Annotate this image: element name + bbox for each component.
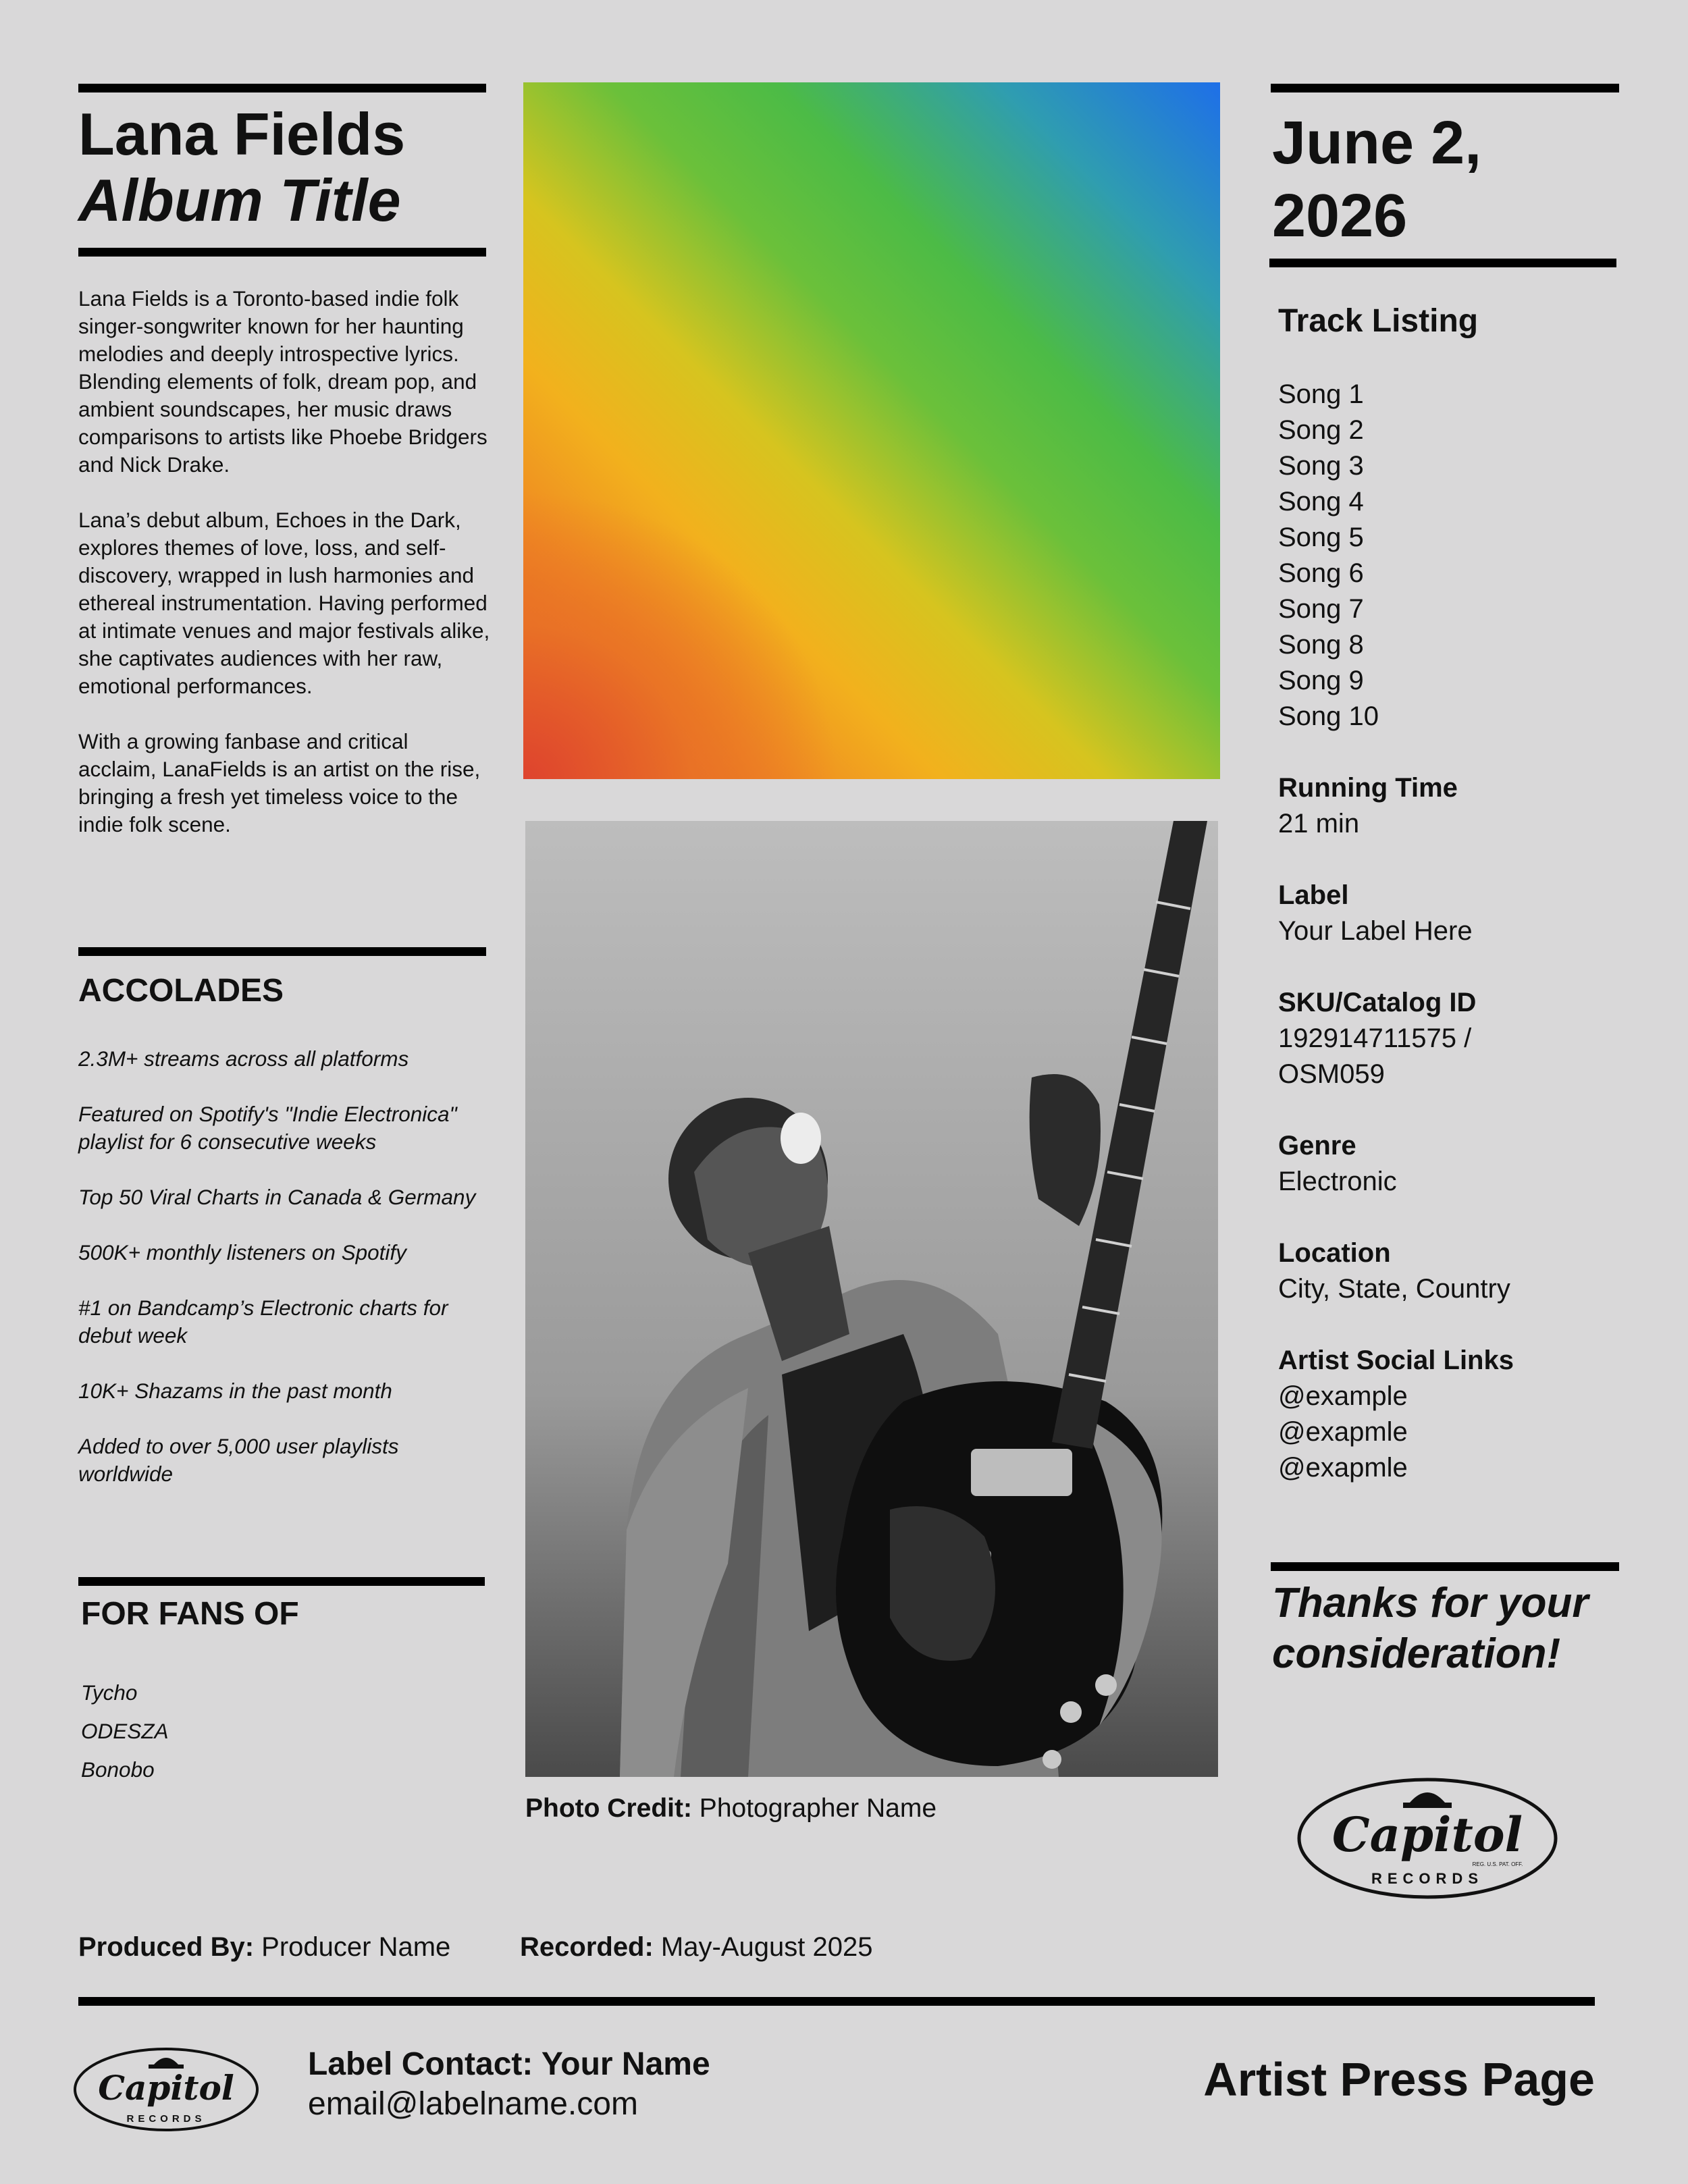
social-links-label: Artist Social Links <box>1278 1346 1514 1375</box>
date-bottom-rule <box>1269 259 1616 267</box>
location-label: Location <box>1278 1238 1391 1268</box>
logo-tiny-text: REG. U.S. PAT. OFF. <box>1472 1861 1523 1867</box>
track-listing-heading: Track Listing <box>1278 303 1479 339</box>
track-item: Song 7 <box>1278 594 1364 624</box>
accolade-item: Top 50 Viral Charts in Canada & Germany <box>78 1185 476 1209</box>
bio-paragraph: Lana Fields is a Toronto-based indie folk singer-songwriter known for her haunting melodies and deeply introspective lyrics. Blending elements of folk, dream pop, and ambient soundscapes, her music draws comparisons to artists like Phoebe Bridgers and Nick Drake. <box>78 286 487 477</box>
thanks-rule <box>1271 1562 1619 1571</box>
fan-artist: ODESZA <box>81 1719 169 1743</box>
footer-capitol-logo <box>72 2046 261 2133</box>
social-link[interactable]: @exapmle <box>1278 1453 1408 1483</box>
accolade-item: Added to over 5,000 user playlists worldwide <box>78 1434 399 1486</box>
produced-by-label: Produced By: <box>78 1932 255 1962</box>
guitarist-illustration <box>525 821 1218 1777</box>
recorded <box>520 1931 872 1963</box>
track-item: Song 4 <box>1278 487 1364 516</box>
accolades-list <box>78 1045 497 1516</box>
label-contact-email[interactable]: email@labelname.com <box>308 2086 638 2122</box>
track-item: Song 2 <box>1278 415 1364 445</box>
sku-value-line1: 192914711575 / <box>1278 1023 1472 1053</box>
bio-paragraph: Lana’s debut album, Echoes in the Dark, explores themes of love, loss, and self-discovery, wrapped in lush harmonies and ethereal instrumentation. Having performed at intimate venues and major festivals alike, she captivates audiences with her raw, emotional performances. <box>78 508 490 698</box>
track-item: Song 9 <box>1278 666 1364 695</box>
date-top-rule <box>1271 84 1619 92</box>
bio-paragraph: With a growing fanbase and critical acclaim, LanaFields is an artist on the rise, bringing a fresh yet timeless voice to the indie folk scene. <box>78 729 481 836</box>
album-cover-gradient <box>523 82 1220 779</box>
album-title: Album Title <box>78 167 401 234</box>
track-item: Song 10 <box>1278 701 1379 731</box>
press-page-title: Artist Press Page <box>1203 2053 1595 2106</box>
release-date: June 2, 2026 <box>1272 109 1482 250</box>
track-list <box>1278 377 1616 735</box>
artist-bio <box>78 285 490 866</box>
social-link[interactable]: @example <box>1278 1381 1408 1411</box>
recorded-value: May-August 2025 <box>653 1932 873 1962</box>
accolade-item: 500K+ monthly listeners on Spotify <box>78 1240 406 1264</box>
photo-credit <box>525 1793 937 1824</box>
sku-value-line2: OSM059 <box>1278 1059 1385 1089</box>
artist-title-block <box>78 101 490 234</box>
logo-wordmark: Capitol <box>1331 1807 1523 1863</box>
footer-logo-mark <box>72 2046 261 2133</box>
accolades-heading: ACCOLADES <box>78 973 284 1009</box>
footer-logo-wordmark: Capitol <box>98 2068 234 2108</box>
produced-by <box>78 1931 450 1963</box>
social-link[interactable]: @exapmle <box>1278 1417 1408 1447</box>
running-time-value: 21 min <box>1278 809 1360 838</box>
recorded-label: Recorded: <box>520 1932 654 1962</box>
footer-rule <box>78 1997 1595 2006</box>
location-value: City, State, Country <box>1278 1274 1510 1304</box>
sku-label: SKU/Catalog ID <box>1278 988 1477 1017</box>
accolade-item: 2.3M+ streams across all platforms <box>78 1046 409 1071</box>
track-item: Song 3 <box>1278 451 1364 481</box>
produced-by-value: Producer Name <box>254 1932 451 1962</box>
artist-name: Lana Fields <box>78 101 406 167</box>
footer-logo-records: RECORDS <box>126 2113 206 2125</box>
capitol-records-logo <box>1295 1776 1560 1901</box>
title-top-rule <box>78 84 486 92</box>
running-time-label: Running Time <box>1278 773 1458 803</box>
label-value: Your Label Here <box>1278 916 1473 946</box>
photo-credit-value: Photographer Name <box>691 1794 937 1823</box>
accolades-rule <box>78 947 486 956</box>
fans-list <box>81 1674 169 1789</box>
fan-artist: Bonobo <box>81 1757 155 1782</box>
album-details <box>1278 300 1616 1486</box>
artist-photo <box>525 821 1218 1777</box>
fans-rule <box>78 1577 485 1586</box>
accolade-item: #1 on Bandcamp’s Electronic charts for debut week <box>78 1296 448 1348</box>
genre-value: Electronic <box>1278 1167 1397 1196</box>
track-item: Song 1 <box>1278 379 1364 409</box>
thanks-message: Thanks for your consideration! <box>1272 1580 1589 1677</box>
photo-credit-label: Photo Credit: <box>525 1794 692 1823</box>
accolade-item: Featured on Spotify's "Indie Electronica" playlist for 6 consecutive weeks <box>78 1102 457 1154</box>
genre-label: Genre <box>1278 1131 1356 1161</box>
fan-artist: Tycho <box>81 1680 138 1705</box>
title-bottom-rule <box>78 248 486 257</box>
fans-heading: FOR FANS OF <box>81 1596 299 1632</box>
label-contact-name: Label Contact: Your Name <box>308 2046 710 2082</box>
track-item: Song 8 <box>1278 630 1364 660</box>
track-item: Song 5 <box>1278 523 1364 552</box>
track-item: Song 6 <box>1278 558 1364 588</box>
accolade-item: 10K+ Shazams in the past month <box>78 1379 392 1403</box>
capitol-logo-mark <box>1295 1776 1560 1901</box>
logo-records: RECORDS <box>1371 1870 1484 1887</box>
label-label: Label <box>1278 880 1349 910</box>
